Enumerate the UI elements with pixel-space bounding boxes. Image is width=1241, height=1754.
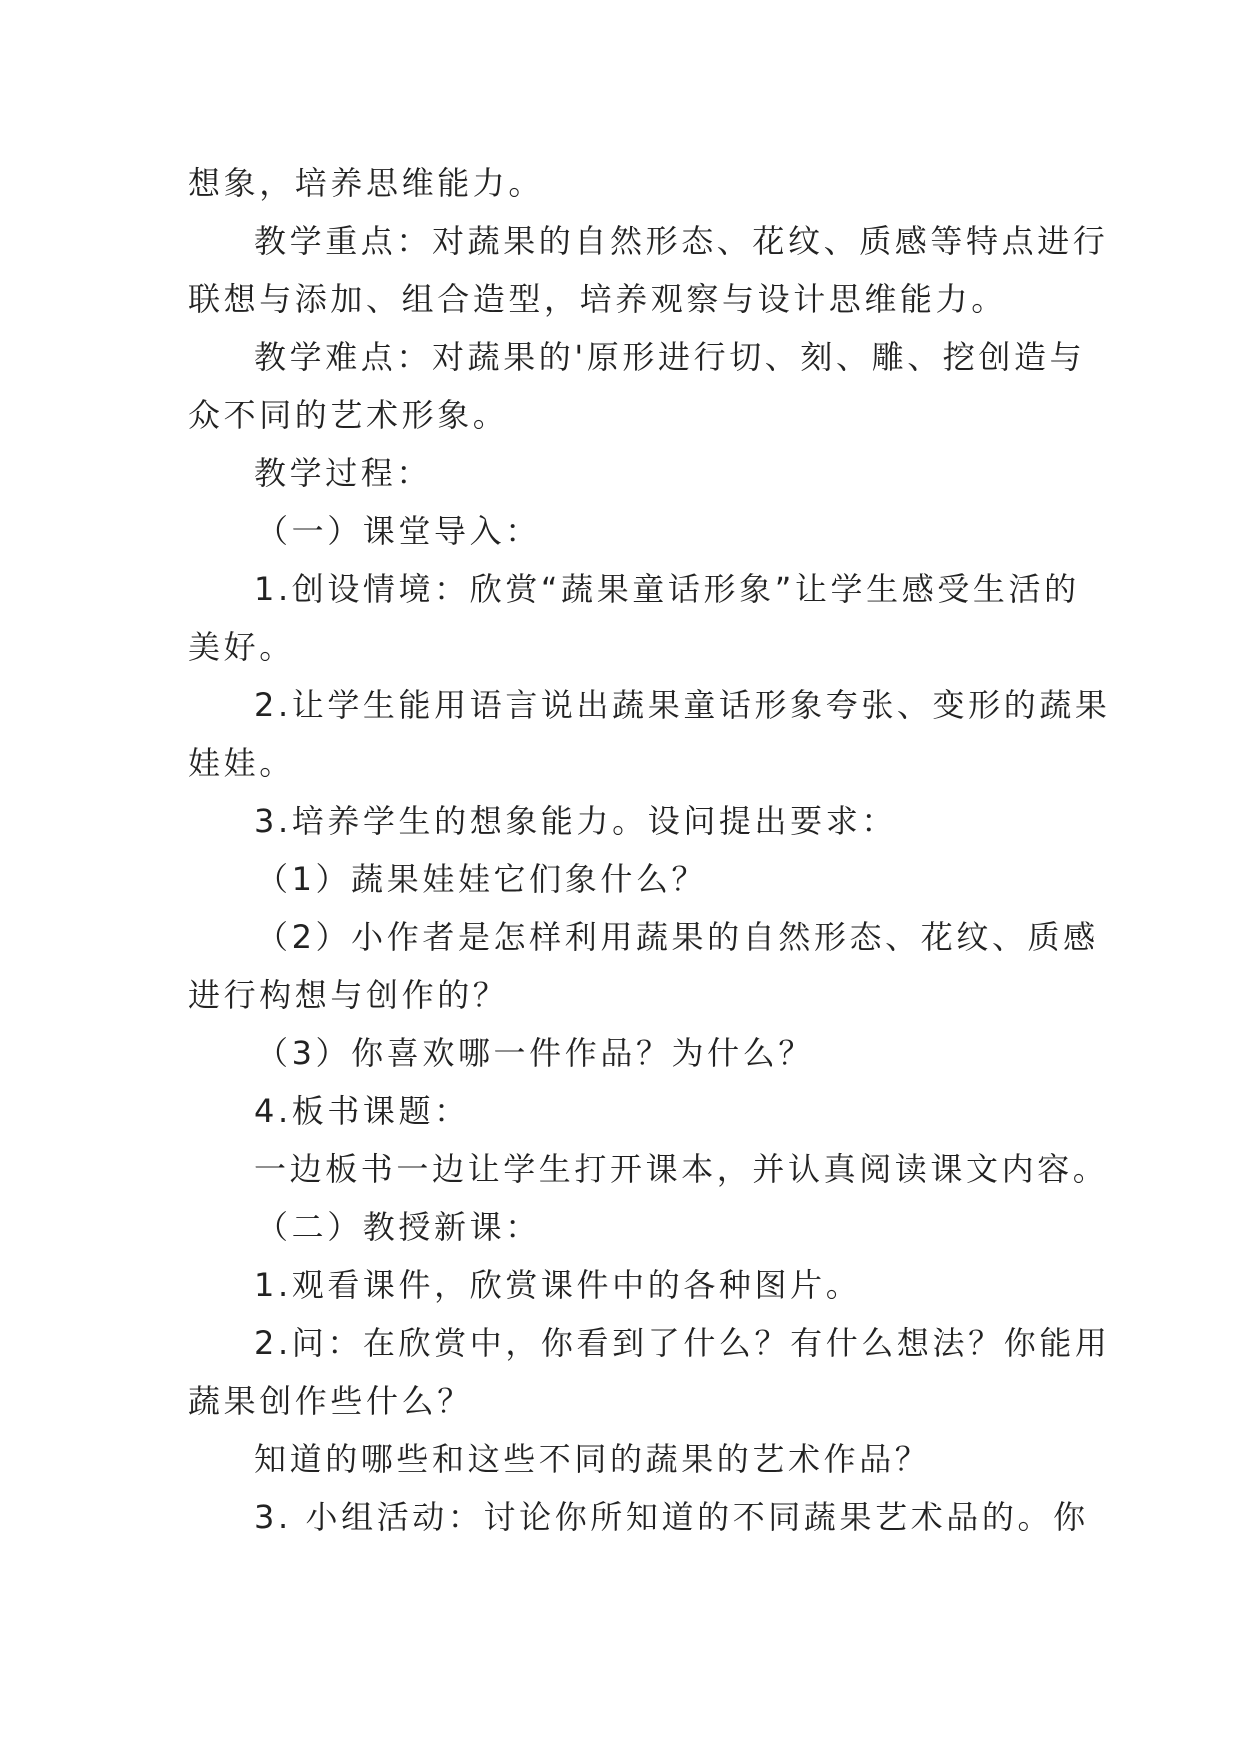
text-line: 众不同的艺术形象。 (188, 396, 509, 434)
text-line: 进行构想与创作的？ (188, 976, 509, 1014)
text-line: 教学过程： (254, 454, 433, 492)
text-line: 想象，培养思维能力。 (188, 164, 545, 202)
text-line: （3）你喜欢哪一件作品？为什么？ (256, 1034, 814, 1072)
text-line: 知道的哪些和这些不同的蔬果的艺术作品？ (254, 1440, 931, 1478)
text-line: 2.让学生能用语言说出蔬果童话形象夸张、变形的蔬果 (254, 686, 1111, 724)
text-line: 2.问：在欣赏中，你看到了什么？有什么想法？你能用 (254, 1324, 1111, 1362)
text-line: 娃娃。 (188, 744, 295, 782)
section-heading: （二）教授新课： (256, 1208, 541, 1246)
text-line: 4.板书课题： (254, 1092, 470, 1130)
text-line: 教学难点：对蔬果的'原形进行切、刻、雕、挖创造与 (254, 338, 1086, 376)
text-line: 3.培养学生的想象能力。设问提出要求： (254, 802, 897, 840)
text-line: （2）小作者是怎样利用蔬果的自然形态、花纹、质感 (256, 918, 1099, 956)
text-line: 一边板书一边让学生打开课本，并认真阅读课文内容。 (254, 1150, 1109, 1188)
text-line: 3. 小组活动：讨论你所知道的不同蔬果艺术品的。你 (254, 1498, 1089, 1536)
text-line: 蔬果创作些什么？ (188, 1382, 473, 1420)
text-line: 1.观看课件，欣赏课件中的各种图片。 (254, 1266, 862, 1304)
text-line: 美好。 (188, 628, 295, 666)
text-line: 联想与添加、组合造型，培养观察与设计思维能力。 (188, 280, 1007, 318)
text-line: （1）蔬果娃娃它们象什么？ (256, 860, 708, 898)
text-line: 1.创设情境：欣赏“蔬果童话形象”让学生感受生活的 (254, 570, 1080, 608)
text-line: 教学重点：对蔬果的自然形态、花纹、质感等特点进行 (254, 222, 1109, 260)
section-heading: （一）课堂导入： (256, 512, 541, 550)
